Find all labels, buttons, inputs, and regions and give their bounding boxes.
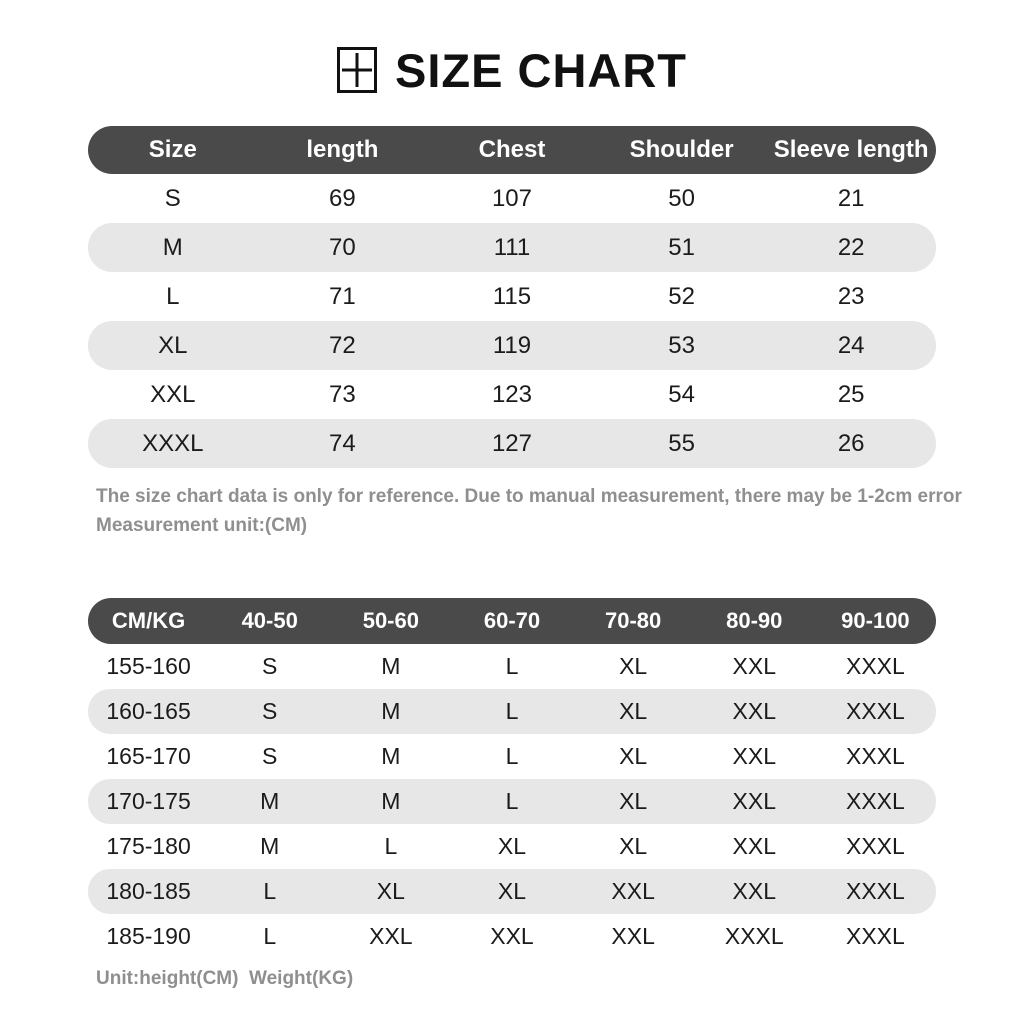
table-cell: XL bbox=[619, 788, 648, 814]
table-cell: XXL bbox=[611, 878, 655, 904]
table-cell: 160-165 bbox=[106, 698, 191, 724]
table-cell: L bbox=[505, 653, 519, 679]
table-row bbox=[88, 419, 936, 468]
table-cell: 155-160 bbox=[106, 653, 191, 679]
table-cell: 119 bbox=[492, 331, 532, 359]
table-cell: 175-180 bbox=[106, 833, 191, 859]
table-cell: 55 bbox=[668, 429, 695, 457]
fit-table-header bbox=[88, 598, 936, 644]
table-cell: 73 bbox=[329, 380, 356, 408]
table-cell: XXL bbox=[490, 923, 534, 949]
table-cell: L bbox=[505, 788, 519, 814]
page-title: SIZE CHART bbox=[395, 43, 687, 97]
table-cell: M bbox=[381, 743, 401, 769]
table-cell: S bbox=[262, 698, 278, 724]
table-row bbox=[88, 321, 936, 370]
column-header: CM/KG bbox=[111, 608, 186, 633]
table-cell: S bbox=[262, 653, 278, 679]
table-cell: L bbox=[166, 282, 180, 310]
table-cell: 123 bbox=[491, 380, 532, 408]
column-header: 90-100 bbox=[841, 608, 910, 633]
table-row bbox=[88, 370, 936, 419]
table-cell: XL bbox=[497, 878, 527, 904]
table-cell: S bbox=[262, 743, 278, 769]
table-cell: 72 bbox=[329, 331, 356, 359]
title-row bbox=[0, 0, 1024, 98]
column-header: 60-70 bbox=[483, 608, 541, 633]
table-cell: L bbox=[384, 833, 398, 859]
table-cell: XXXL bbox=[846, 698, 905, 724]
table-row bbox=[88, 689, 936, 734]
table-cell: XXXL bbox=[724, 923, 784, 949]
table-row bbox=[88, 869, 936, 914]
table-cell: XXXL bbox=[142, 429, 204, 457]
table-cell: 70 bbox=[329, 233, 356, 261]
table-cell: M bbox=[381, 698, 401, 724]
unit-footer: Unit:height(CM) Weight(KG) bbox=[96, 968, 354, 989]
table-cell: XXL bbox=[732, 653, 777, 679]
table-cell: XL bbox=[619, 833, 648, 859]
table-cell: XL bbox=[497, 833, 527, 859]
table-cell: 185-190 bbox=[106, 923, 191, 949]
size-measurements-table bbox=[88, 126, 936, 468]
table-cell: 170-175 bbox=[106, 788, 191, 814]
table-cell: 69 bbox=[329, 184, 356, 212]
table-cell: 50 bbox=[668, 184, 695, 212]
size-table-header bbox=[88, 126, 936, 174]
reference-note: The size chart data is only for reference. Due to manual measurement, there may be 1-2cm error bbox=[96, 486, 962, 507]
column-header: length bbox=[306, 136, 379, 163]
size-table-body bbox=[88, 174, 936, 468]
table-cell: 24 bbox=[837, 331, 865, 359]
fit-table-body bbox=[88, 644, 936, 959]
table-cell: XXL bbox=[732, 743, 777, 769]
table-cell: 180-185 bbox=[106, 878, 191, 904]
table-cell: 111 bbox=[493, 233, 531, 261]
table-cell: XXXL bbox=[846, 923, 905, 949]
table-cell: M bbox=[162, 233, 183, 261]
plus-square-icon bbox=[337, 46, 377, 94]
table-cell: M bbox=[381, 653, 401, 679]
table-cell: 23 bbox=[837, 282, 865, 310]
column-header: Sleeve length bbox=[773, 136, 929, 163]
table-cell: 107 bbox=[491, 184, 532, 212]
table-cell: 74 bbox=[329, 429, 356, 457]
table-cell: S bbox=[164, 184, 181, 212]
table-cell: M bbox=[260, 833, 280, 859]
table-cell: 22 bbox=[837, 233, 865, 261]
table-cell: XXXL bbox=[846, 833, 905, 859]
table-row bbox=[88, 223, 936, 272]
table-cell: XL bbox=[158, 331, 188, 359]
table-cell: XXL bbox=[732, 833, 777, 859]
table-row bbox=[88, 734, 936, 779]
table-cell: XXL bbox=[732, 878, 777, 904]
table-cell: XXXL bbox=[846, 743, 905, 769]
table-cell: 127 bbox=[491, 429, 532, 457]
table-cell: 165-170 bbox=[106, 743, 191, 769]
table-row bbox=[88, 779, 936, 824]
column-header: 80-90 bbox=[726, 608, 783, 633]
height-weight-fit-table bbox=[88, 598, 936, 959]
table-cell: M bbox=[381, 788, 401, 814]
table-cell: 25 bbox=[837, 380, 865, 408]
table-row bbox=[88, 644, 936, 689]
table-cell: XXL bbox=[732, 788, 777, 814]
column-header: Shoulder bbox=[629, 136, 734, 163]
table-cell: XXL bbox=[150, 380, 196, 408]
table-cell: 115 bbox=[492, 282, 532, 310]
table-cell: XL bbox=[619, 743, 648, 769]
table-cell: 52 bbox=[668, 282, 695, 310]
table-cell: XXL bbox=[369, 923, 413, 949]
column-header: Chest bbox=[478, 136, 546, 163]
table-row bbox=[88, 272, 936, 321]
column-header: Size bbox=[148, 136, 197, 163]
table-cell: 71 bbox=[329, 282, 356, 310]
table-cell: M bbox=[260, 788, 280, 814]
column-header: 50-60 bbox=[362, 608, 419, 633]
table-row bbox=[88, 914, 936, 959]
table-cell: XXXL bbox=[846, 788, 905, 814]
measurement-unit-note: Measurement unit:(CM) bbox=[96, 515, 308, 536]
column-header: 70-80 bbox=[604, 608, 662, 633]
table-cell: L bbox=[263, 878, 277, 904]
table-cell: XL bbox=[376, 878, 405, 904]
table-cell: 26 bbox=[837, 429, 865, 457]
table-cell: XXL bbox=[611, 923, 655, 949]
table-cell: XXL bbox=[732, 698, 777, 724]
table-row bbox=[88, 174, 936, 223]
table-cell: L bbox=[505, 698, 519, 724]
table-cell: XL bbox=[619, 653, 648, 679]
table-cell: XL bbox=[619, 698, 648, 724]
table-cell: 21 bbox=[837, 184, 865, 212]
table-row bbox=[88, 824, 936, 869]
column-header: 40-50 bbox=[241, 608, 298, 633]
note-block bbox=[88, 482, 962, 540]
table-cell: XXXL bbox=[846, 878, 905, 904]
table-cell: 51 bbox=[668, 233, 695, 261]
table-cell: 54 bbox=[668, 380, 695, 408]
table-cell: L bbox=[263, 923, 277, 949]
table-cell: 53 bbox=[668, 331, 695, 359]
table-cell: L bbox=[505, 743, 519, 769]
table-cell: XXXL bbox=[846, 653, 905, 679]
